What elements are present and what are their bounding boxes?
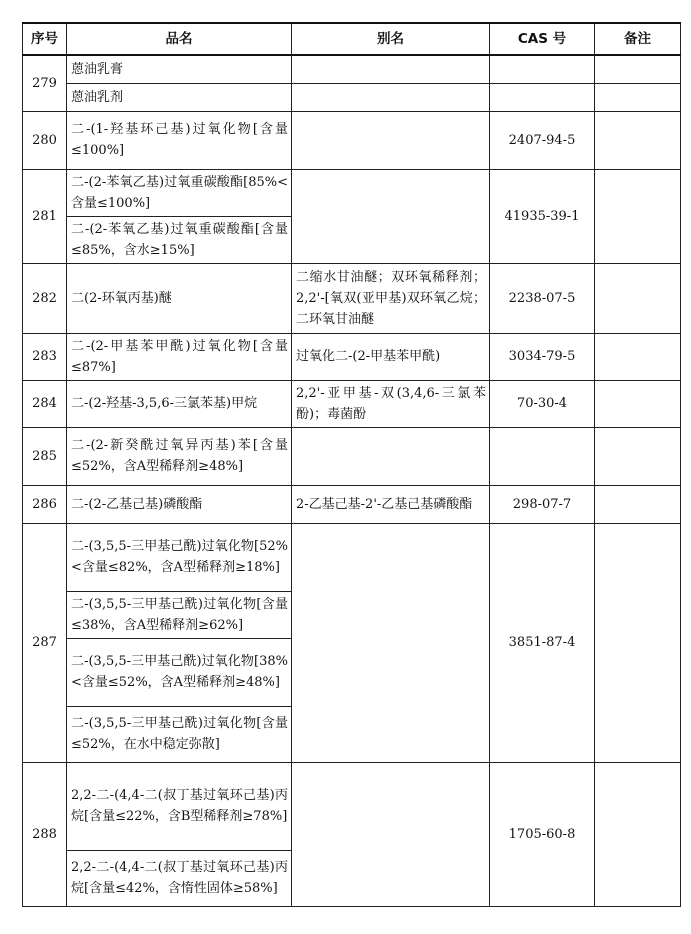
product-name: 二(2-环氧丙基)醚 [67,263,292,333]
table-row [23,333,681,380]
product-name: 二-(2-苯氧乙基)过氧重碳酸酯[85%<含量≤100%] [67,169,292,216]
note-cell [595,111,681,169]
cas-number [490,55,595,83]
alias-cell [292,762,490,906]
note-cell [595,169,681,263]
table-header-row [23,23,681,55]
alias-cell: 二缩水甘油醚；双环氧稀释剂；2,2'-[氧双(亚甲基)双环氧乙烷；二环氧甘油醚 [292,263,490,333]
note-cell [595,380,681,427]
row-number: 287 [23,523,67,762]
cas-number [490,427,595,485]
table-row [23,523,681,591]
cas-number: 41935-39-1 [490,169,595,263]
product-name: 蒽油乳膏 [67,55,292,83]
table-row [23,263,681,333]
cas-number: 70-30-4 [490,380,595,427]
table-row [23,762,681,850]
alias-cell: 过氧化二-(2-甲基苯甲酰) [292,333,490,380]
note-cell [595,523,681,762]
row-number: 288 [23,762,67,906]
alias-cell [292,523,490,762]
header-cas: CAS 号 [490,23,595,55]
note-cell [595,762,681,906]
row-number: 279 [23,55,67,111]
note-cell [595,485,681,523]
product-name: 二-(3,5,5-三甲基己酰)过氧化物[52%<含量≤82%，含A型稀释剂≥18%] [67,523,292,591]
alias-cell [292,427,490,485]
row-number: 280 [23,111,67,169]
row-number: 283 [23,333,67,380]
cas-number: 298-07-7 [490,485,595,523]
cas-number: 2238-07-5 [490,263,595,333]
product-name: 二-(2-新癸酰过氧异丙基)苯[含量≤52%，含A型稀释剂≥48%] [67,427,292,485]
product-name: 蒽油乳剂 [67,83,292,111]
product-name: 二-(2-乙基己基)磷酸酯 [67,485,292,523]
cas-number: 1705-60-8 [490,762,595,906]
product-name: 二-(2-苯氧乙基)过氧重碳酸酯[含量≤85%，含水≥15%] [67,216,292,263]
product-name: 2,2-二-(4,4-二(叔丁基过氧环己基)丙烷[含量≤22%，含B型稀释剂≥78%] [67,762,292,850]
table-row [23,83,681,111]
alias-cell [292,55,490,83]
table-row [23,111,681,169]
alias-cell [292,169,490,263]
table-row [23,55,681,83]
header-note: 备注 [595,23,681,55]
alias-cell [292,111,490,169]
note-cell [595,263,681,333]
note-cell [595,333,681,380]
chemical-table [22,22,681,907]
table-row [23,169,681,216]
note-cell [595,55,681,83]
header-no: 序号 [23,23,67,55]
table-row [23,427,681,485]
cas-number [490,83,595,111]
product-name: 二-(3,5,5-三甲基己酰)过氧化物[38%<含量≤52%，含A型稀释剂≥48%] [67,638,292,706]
table-row [23,380,681,427]
cas-number: 2407-94-5 [490,111,595,169]
row-number: 286 [23,485,67,523]
cas-number: 3851-87-4 [490,523,595,762]
product-name: 二-(3,5,5-三甲基己酰)过氧化物[含量≤52%，在水中稳定弥散] [67,706,292,762]
cas-number: 3034-79-5 [490,333,595,380]
product-name: 二-(2-甲基苯甲酰)过氧化物[含量≤87%] [67,333,292,380]
row-number: 285 [23,427,67,485]
note-cell [595,83,681,111]
table-row [23,485,681,523]
product-name: 二-(1-羟基环己基)过氧化物[含量≤100%] [67,111,292,169]
alias-cell [292,83,490,111]
row-number: 284 [23,380,67,427]
note-cell [595,427,681,485]
alias-cell: 2-乙基己基-2'-乙基己基磷酸酯 [292,485,490,523]
product-name: 二-(2-羟基-3,5,6-三氯苯基)甲烷 [67,380,292,427]
product-name: 二-(3,5,5-三甲基己酰)过氧化物[含量≤38%，含A型稀释剂≥62%] [67,591,292,638]
header-alias: 别名 [292,23,490,55]
product-name: 2,2-二-(4,4-二(叔丁基过氧环己基)丙烷[含量≤42%，含惰性固体≥58%] [67,850,292,906]
row-number: 281 [23,169,67,263]
row-number: 282 [23,263,67,333]
header-name: 品名 [67,23,292,55]
alias-cell: 2,2'-亚甲基-双(3,4,6-三氯苯酚)；毒菌酚 [292,380,490,427]
